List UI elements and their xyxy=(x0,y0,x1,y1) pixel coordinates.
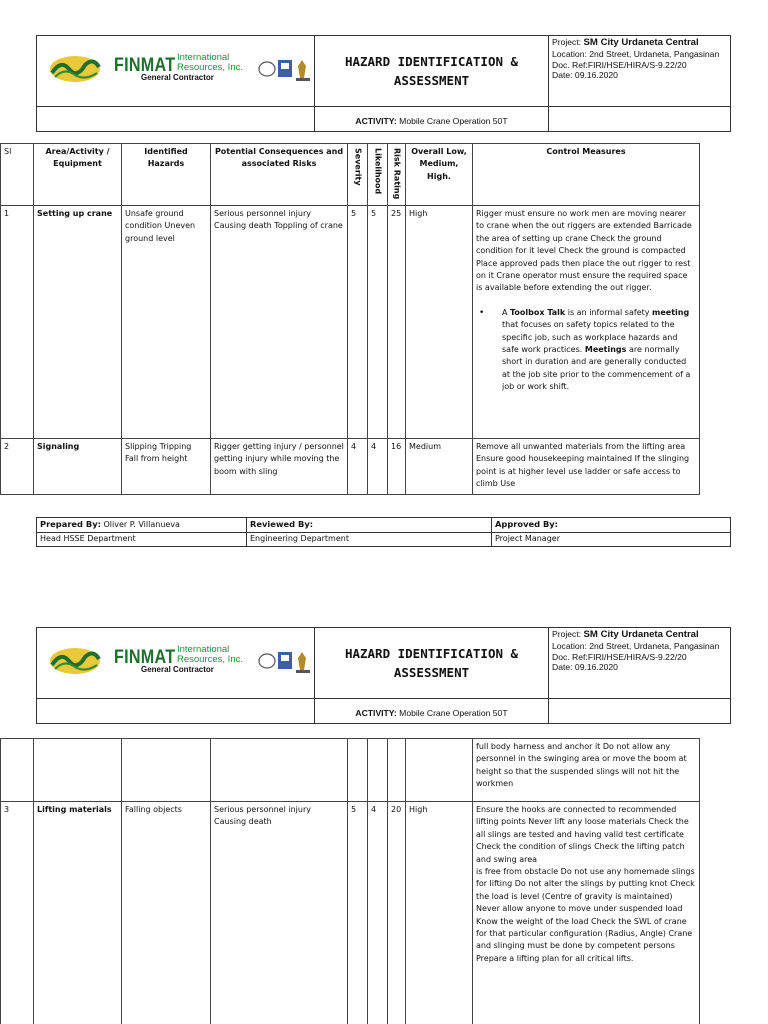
control-measures: Rigger must ensure no work men are moving nearer to crane when the out riggers are extended Barricade the area of setting up crane Check the ground condition for it level Check the ground is compacted Place approved pads then place the out rigger to rest on it Crane operator must ensure the required space is available before extending the out rigger. • A Toolbox Talk is an informal safety meeting that focuses on safety topics related to the specific job, such as workplace hazards and safe work practices. Meetings are normally short in duration and are generally conducted at the job site prior to the commencement of a job or work shift. xyxy=(473,206,700,439)
hazard-table-1 xyxy=(0,143,700,495)
document-title: HAZARD IDENTIFICATION & ASSESSMENT xyxy=(315,628,549,699)
signoff-table: Prepared By: Oliver P. Villanueva Reviewed By: Approved By: Head HSSE Department Engineering Department Project Manager xyxy=(36,517,731,547)
table-row: 3 Lifting materials Falling objects Serious personnel injury Causing death 5 4 20 High Ensure the hooks are connected to recommended lifting points Never lift any loose materials Check the all slings are tested and having valid test certificate Check the condition of slings Check the lifting patch and swing area is free from obstacle Do not use any homemade slings for lifting Do not alter the slings by putting knot Check the load is level (Centre of gravity is maintained) Never allow anyone to move under suspended load Know the weight of the load Check the SWL of crane for that particular configuration (Radius, Angle) Crane and slinging must be done by competent persons Prepare a lifting plan for all critical lifts. xyxy=(1,802,700,1024)
activity-label: ACTIVITY: Mobile Crane Operation 50T xyxy=(315,699,549,724)
certification-badges-icon xyxy=(258,648,316,674)
table-header-row: Sl Area/Activity / Equipment Identified Hazards Potential Consequences and associated Risks Severity Likelihood Risk Rating Overall Low, Medium, High. Control Measures xyxy=(1,144,700,206)
project-info: Project: SM City Urdaneta Central Location: 2nd Street, Urdaneta, Pangasinan Doc. Ref:FIRI/HSE/HIRA/S-9.22/20 Date: 09.16.2020 xyxy=(549,628,731,699)
header-block-2: FINMAT International Resources, Inc. General Contractor HAZARD IDENTIFICATION & ASSESSMENT Project: SM City Urdaneta Central Location: 2nd Street, Urdaneta, Pangasinan Doc. Ref:FIRI/HSE/HIRA/S-9.22/20 Date: 09.16.2020 ACTIVITY: Mobile Crane Operation 50T xyxy=(36,627,731,724)
header-block-1 xyxy=(36,35,731,132)
control-measures: Ensure the hooks are connected to recommended lifting points Never lift any loose materials Check the all slings are tested and having valid test certificate Check the condition of slings Check the lifting patch and swing area is free from obstacle Do not use any homemade slings for lifting Do not alter the slings by putting knot Check the load is level (Centre of gravity is maintained) Never allow anyone to move under suspended load Know the weight of the load Check the SWL of crane for that particular configuration (Radius, Angle) Crane and slinging must be done by competent persons Prepare a lifting plan for all critical lifts. xyxy=(473,802,700,1024)
company-name: FINMAT xyxy=(114,55,176,76)
table-row: 2 Signaling Slipping Tripping Fall from height Rigger getting injury / personnel getting injury while moving the boom with sling 4 4 16 Medium Remove all unwanted materials from the lifting area Ensure good housekeeping maintained If the slinging point is at higher level use ladder or safe access to climb Use xyxy=(1,439,700,495)
finmat-logo-icon xyxy=(49,55,101,83)
document-title: HAZARD IDENTIFICATION & ASSESSMENT xyxy=(315,36,549,107)
finmat-logo-icon xyxy=(49,647,101,675)
company-name-2: International Resources, Inc. xyxy=(177,52,243,74)
table-row: full body harness and anchor it Do not allow any personnel in the swinging area or move the boom at height so that the suspended slings will not hit the workmen xyxy=(1,739,700,802)
table-row: 1 Setting up crane Unsafe ground condition Uneven ground level Serious personnel injury Causing death Toppling of crane 5 5 25 High Rigger must ensure no work men are moving nearer to crane when the out riggers are extended Barricade the area of setting up crane Check the ground condition for it level Check the ground is compacted Place approved pads then place the out rigger to rest on it Crane operator must ensure the required space is available before extending the out rigger. • A Toolbox Talk is an informal safety meeting that focuses on safety topics related to the specific job, such as workplace hazards and safe work practices. Meetings are normally short in duration and are generally conducted at the job site prior to the commencement of a job or work shift. xyxy=(1,206,700,439)
toolbox-talk-note: • A Toolbox Talk is an informal safety meeting that focuses on safety topics related to the specific job, such as workplace hazards and safe work practices. Meetings are normally short in duration and are generally conducted at the job site prior to the commencement of a job or work shift. xyxy=(476,307,696,394)
project-info: Project: SM City Urdaneta Central Location: 2nd Street, Urdaneta, Pangasinan Doc. Ref:FIRI/HSE/HIRA/S-9.22/20 Date: 09.16.2020 xyxy=(549,36,731,107)
hazard-table-2 xyxy=(0,738,700,1024)
company-subtitle: General Contractor xyxy=(141,73,214,82)
certification-badges-icon xyxy=(258,56,316,82)
logo-cell xyxy=(37,36,315,107)
activity-label: ACTIVITY: Mobile Crane Operation 50T xyxy=(315,107,549,132)
